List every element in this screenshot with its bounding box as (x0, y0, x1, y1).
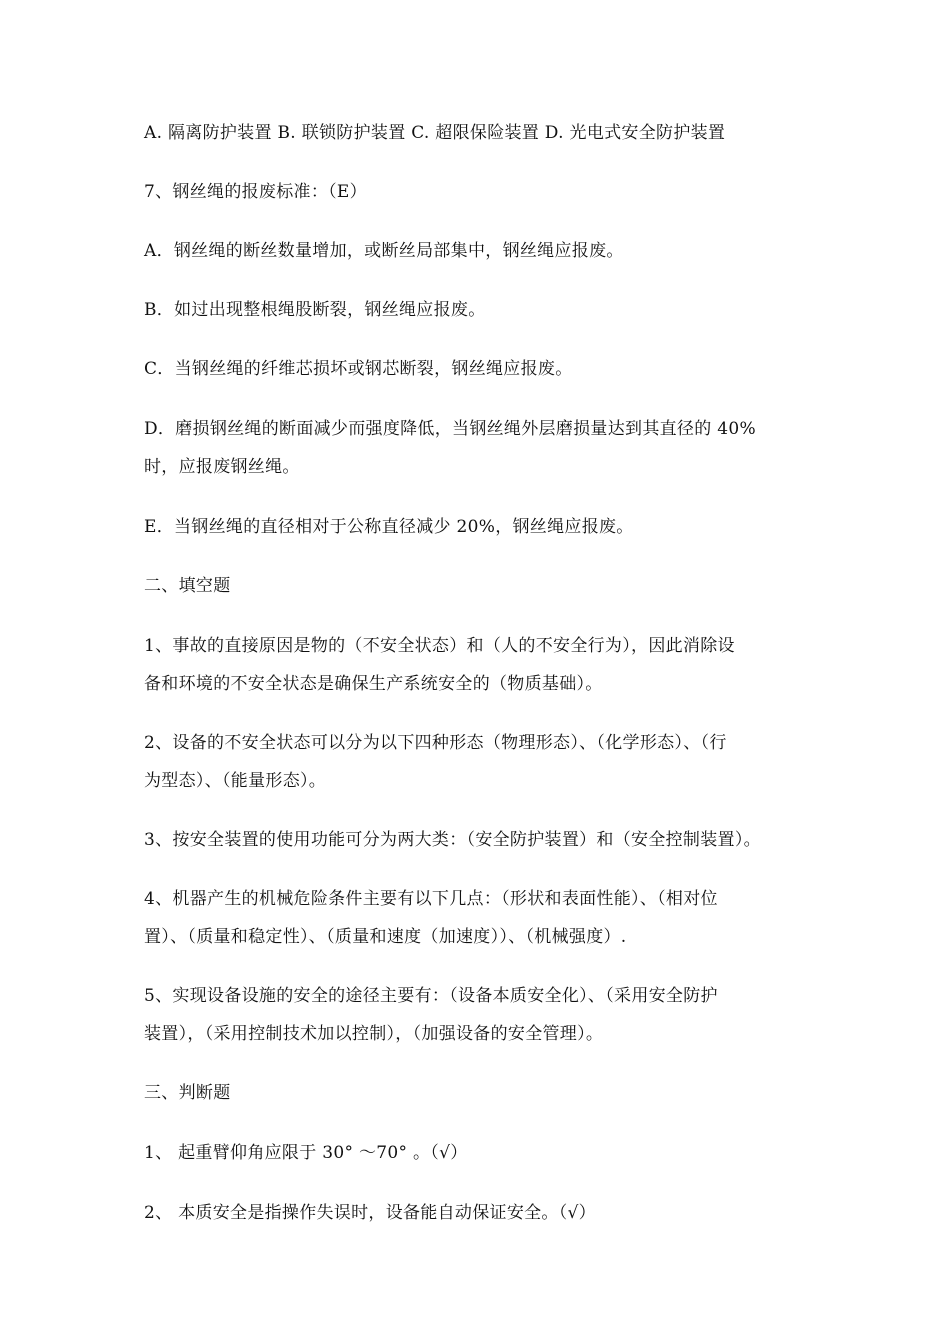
section-heading-fill-in: 二、填空题 (144, 576, 231, 596)
fill-in-4-line-2: 置）、（质量和稳定性）、（质量和速度（加速度））、（机械强度）. (144, 927, 627, 947)
section-heading-true-false: 三、判断题 (144, 1083, 231, 1103)
option-a: A．钢丝绳的断丝数量增加，或断丝局部集中，钢丝绳应报废。 (144, 241, 624, 261)
true-false-1: 1、 起重臂仰角应限于 30° ～70° 。（√） (144, 1143, 468, 1163)
fill-in-2-line-2: 为型态）、（能量形态）。 (144, 771, 327, 791)
fill-in-3: 3、按安全装置的使用功能可分为两大类：（安全防护装置）和（安全控制装置）。 (144, 830, 761, 850)
true-false-2: 2、 本质安全是指操作失误时，设备能自动保证安全。（√） (144, 1203, 596, 1223)
fill-in-5-line-1: 5、实现设备设施的安全的途径主要有：（设备本质安全化）、（采用安全防护 (144, 986, 718, 1006)
fill-in-1-line-1: 1、事故的直接原因是物的（不安全状态）和（人的不安全行为），因此消除设 (144, 636, 735, 656)
option-e: E．当钢丝绳的直径相对于公称直径减少 20%，钢丝绳应报废。 (144, 517, 634, 537)
fill-in-2-line-1: 2、设备的不安全状态可以分为以下四种形态（物理形态）、（化学形态）、（行 (144, 733, 727, 753)
fill-in-1-line-2: 备和环境的不安全状态是确保生产系统安全的（物质基础）。 (144, 674, 603, 694)
option-d-line-2: 时，应报废钢丝绳。 (144, 457, 300, 477)
fill-in-5-line-2: 装置），（采用控制技术加以控制），（加强设备的安全管理）。 (144, 1024, 604, 1044)
option-b: B．如过出现整根绳股断裂，钢丝绳应报废。 (144, 300, 486, 320)
fill-in-4-line-1: 4、机器产生的机械危险条件主要有以下几点：（形状和表面性能）、（相对位 (144, 889, 718, 909)
option-d-line-1: D．磨损钢丝绳的断面减少而强度降低，当钢丝绳外层磨损量达到其直径的 40% (144, 419, 756, 439)
question-7: 7、钢丝绳的报废标准：（E） (144, 182, 367, 202)
option-line-protective-devices: A. 隔离防护装置 B. 联锁防护装置 C. 超限保险装置 D. 光电式安全防护装置 (144, 123, 726, 143)
option-c: C．当钢丝绳的纤维芯损坏或钢芯断裂，钢丝绳应报废。 (144, 359, 573, 379)
